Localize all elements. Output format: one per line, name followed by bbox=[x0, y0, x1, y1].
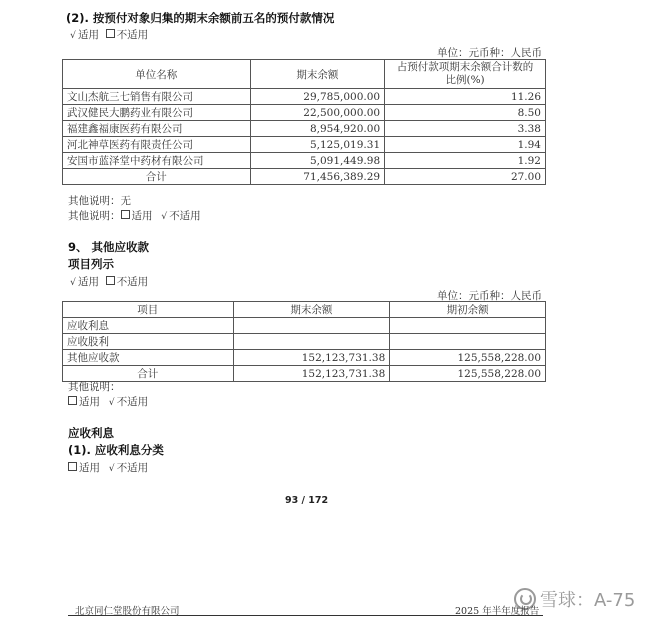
checkbox-empty-icon bbox=[68, 462, 77, 471]
item-name: 其他应收款 bbox=[63, 350, 234, 366]
unit-currency-label: 单位：元币种：人民币 bbox=[437, 47, 542, 59]
applicable-label: 适用 bbox=[79, 396, 100, 408]
ratio: 8.50 bbox=[385, 105, 546, 121]
checkbox-empty-icon bbox=[121, 210, 130, 219]
checkmark-icon: √ bbox=[161, 212, 168, 222]
checkbox-empty-icon bbox=[68, 396, 77, 405]
section-heading-prepaid-top5: (2). 按预付对象归集的期末余额前五名的预付款情况 bbox=[66, 11, 335, 25]
ending-balance: 5,125,019.31 bbox=[250, 137, 385, 153]
ending-balance: 152,123,731.38 bbox=[233, 350, 390, 366]
ending-balance bbox=[233, 318, 390, 334]
total-label: 合计 bbox=[63, 169, 251, 185]
total-ending-balance: 152,123,731.38 bbox=[233, 366, 390, 382]
table-row bbox=[63, 350, 546, 366]
header-company-name: 单位名称 bbox=[63, 60, 251, 89]
applicable-label: 适用 bbox=[131, 210, 153, 222]
not-applicable-label: 不适用 bbox=[116, 29, 149, 41]
checkmark-icon: √ bbox=[70, 278, 76, 288]
other-note-label: 其他说明： bbox=[68, 381, 121, 393]
applicable-label: 适用 bbox=[78, 276, 99, 288]
header-item: 项目 bbox=[63, 302, 234, 318]
watermark-text: 雪球：A-75 bbox=[540, 590, 636, 611]
table-row bbox=[63, 105, 546, 121]
other-note-label: 其他说明： bbox=[68, 210, 121, 222]
header-beginning-balance: 期初余额 bbox=[390, 302, 546, 318]
applicability-other-receivables bbox=[68, 274, 148, 289]
subheading-interest-classification: (1). 应收利息分类 bbox=[68, 443, 164, 457]
company-name: 武汉健民大鹏药业有限公司 bbox=[63, 105, 251, 121]
table-row bbox=[63, 318, 546, 334]
item-name: 应收利息 bbox=[63, 318, 234, 334]
total-ratio: 27.00 bbox=[385, 169, 546, 185]
ratio: 3.38 bbox=[385, 121, 546, 137]
table-row bbox=[63, 153, 546, 169]
unit-currency-label: 单位：元币种：人民币 bbox=[437, 290, 542, 302]
other-note-applicability bbox=[68, 208, 201, 223]
total-beginning-balance: 125,558,228.00 bbox=[390, 366, 546, 382]
beginning-balance: 125,558,228.00 bbox=[390, 350, 546, 366]
other-note-applicability bbox=[68, 394, 148, 409]
prepaid-top5-table bbox=[62, 59, 546, 185]
ratio: 1.94 bbox=[385, 137, 546, 153]
company-name: 福建鑫福康医药有限公司 bbox=[63, 121, 251, 137]
table-header-row bbox=[63, 302, 546, 318]
ratio: 11.26 bbox=[385, 89, 546, 105]
table-row bbox=[63, 137, 546, 153]
item-name: 应收股利 bbox=[63, 334, 234, 350]
footer-company: 北京同仁堂股份有限公司 bbox=[75, 606, 180, 617]
checkbox-empty-icon bbox=[106, 276, 115, 285]
beginning-balance bbox=[390, 334, 546, 350]
applicable-label: 适用 bbox=[78, 29, 99, 41]
section-heading-other-receivables: 9、 其他应收款 bbox=[68, 240, 150, 254]
table-total-row bbox=[63, 169, 546, 185]
company-name: 文山杰航三七销售有限公司 bbox=[63, 89, 251, 105]
company-name: 河北神草医药有限责任公司 bbox=[63, 137, 251, 153]
ending-balance bbox=[233, 334, 390, 350]
applicable-label: 适用 bbox=[79, 462, 100, 474]
ratio: 1.92 bbox=[385, 153, 546, 169]
table-row bbox=[63, 121, 546, 137]
header-ratio-line1: 占预付款项期末余额合计数的 bbox=[396, 61, 534, 73]
other-note-none: 其他说明：无 bbox=[68, 195, 131, 207]
ending-balance: 5,091,449.98 bbox=[250, 153, 385, 169]
not-applicable-label: 不适用 bbox=[116, 276, 149, 288]
total-label: 合计 bbox=[63, 366, 234, 382]
total-balance: 71,456,389.29 bbox=[250, 169, 385, 185]
header-ratio-line2: 比例(%) bbox=[445, 74, 485, 86]
table-row bbox=[63, 334, 546, 350]
not-applicable-label: 不适用 bbox=[116, 396, 149, 408]
table-row bbox=[63, 89, 546, 105]
subheading-item-list: 项目列示 bbox=[68, 257, 114, 271]
checkbox-empty-icon bbox=[106, 29, 115, 38]
ending-balance: 8,954,920.00 bbox=[250, 121, 385, 137]
checkmark-icon: √ bbox=[108, 398, 115, 408]
applicability-prepaid bbox=[68, 27, 148, 42]
company-name: 安国市蓝泽堂中药材有限公司 bbox=[63, 153, 251, 169]
footer-report-title: 2025 年半年度报告 bbox=[455, 606, 540, 617]
header-ending-balance: 期末余额 bbox=[233, 302, 390, 318]
checkmark-icon: √ bbox=[108, 464, 115, 474]
footer-divider bbox=[68, 615, 543, 616]
page-number: 93 / 172 bbox=[285, 495, 329, 506]
table-total-row bbox=[63, 366, 546, 382]
section-heading-interest-receivable: 应收利息 bbox=[68, 426, 114, 440]
other-receivables-table bbox=[62, 301, 546, 382]
ending-balance: 29,785,000.00 bbox=[250, 89, 385, 105]
header-ratio bbox=[385, 60, 546, 89]
table-header-row bbox=[63, 60, 546, 89]
not-applicable-label: 不适用 bbox=[116, 462, 149, 474]
applicability-interest bbox=[68, 460, 148, 475]
checkmark-icon: √ bbox=[70, 31, 76, 41]
header-ending-balance: 期末余额 bbox=[250, 60, 385, 89]
beginning-balance bbox=[390, 318, 546, 334]
ending-balance: 22,500,000.00 bbox=[250, 105, 385, 121]
not-applicable-label: 不适用 bbox=[169, 210, 201, 222]
